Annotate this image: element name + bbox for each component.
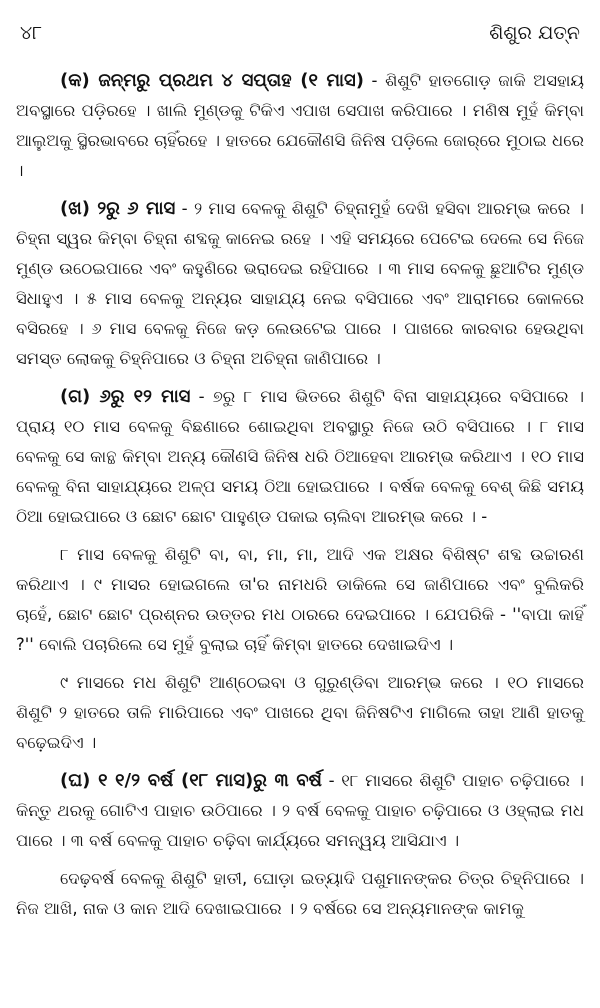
paragraph-text: ୯ ମାସରେ ମଧ ଶିଶୁଟି ଆଣ୍ଠେଇବା ଓ ଗୁରୁଣ୍ଡିବା ଆରମ୍ଭ କରେ । ୧୦ ମାସରେ ଶିଶୁଟି ୨ ହାତରେ ତାଳି ମାରିପାରେ ଏବଂ ପାଖରେ ଥିବା ଜିନିଷଟିଏ ମାଗିଲେ ତାହା ଆଣି ହାତକୁ ବଢ଼େଇଦିଏ । (16, 673, 584, 752)
paragraph-text: - ୭ରୁ ୮ ମାସ ଭିତରେ ଶିଶୁଟି ବିନା ସାହାଯ୍ୟରେ ବସିପାରେ । ପ୍ରାୟ ୧୦ ମାସ ବେଳକୁ ବିଛଣାରେ ଶୋଇଥିବା ଅବସ୍ଥାରୁ ନିଜେ ଉଠି ବସିପାରେ । ୮ ମାସ ବେଳକୁ ସେ କାନ୍ଥ କିମ୍ବା ଅନ୍ୟ କୌଣସି ଜିନିଷ ଧରି ଠିଆହେବା ଆରମ୍ଭ କରିଥାଏ । ୧୦ ମାସ ବେଳକୁ ବିନା ସାହାଯ୍ୟରେ ଅଳ୍ପ ସମୟ ଠିଆ ହୋଇପାରେ । ବର୍ଷକ ବେଳକୁ ବେଶ୍ କିଛି ସମୟ ଠିଆ ହୋଇପାରେ ଓ ଛୋଟ ଛୋଟ ପାହୁଣ୍ଡ ପକାଇ ଚାଲିବା ଆରମ୍ଭ କରେ । - (16, 387, 585, 526)
section-heading: (ଘ) ୧ ୧/୨ ବର୍ଷ (୧୮ ମାସ)ରୁ ୩ ବର୍ଷ (60, 770, 322, 791)
paragraph-text: ୮ ମାସ ବେଳକୁ ଶିଶୁଟି ବା, ବା, ମା, ମା, ଆଦି ଏକ ଅକ୍ଷର ବିଶିଷ୍ଟ ଶବ୍ଦ ଉଚ୍ଚାରଣ କରିଥାଏ । ୯ ମାସର ହୋଇଗଲେ ତା'ର ନାମଧରି ଡାକିଲେ ସେ ଜାଣିପାରେ ଏବଂ ବୁଲିକରି ଚାହେଁ, ଛୋଟ ଛୋଟ ପ୍ରଶ୍ନର ଉତ୍ତର ମଧ ଠାରରେ ଦେଇପାରେ । ଯେପରିକି - ''ବାପା କାହିଁ ?'' ବୋଲି ପଚାରିଲେ ସେ ମୁହଁ ବୁଲାଇ ଚାହିଁ କିମ୍ବା ହାତରେ ଦେଖାଇଦିଏ । (16, 545, 584, 654)
page-number: ୪୮ (20, 22, 43, 44)
paragraph-2-to-6-months (16, 194, 584, 374)
section-heading: (କ) ଜନ୍ମରୁ ପ୍ରଥମ ୪ ସପ୍ତାହ (୧ ମାସ) (60, 70, 364, 91)
paragraph-text: - ୨ ମାସ ବେଳକୁ ଶିଶୁଟି ଚିହ୍ନାମୁହଁ ଦେଖି ହସିବା ଆରମ୍ଭ କରେ । ଚିହ୍ନା ସ୍ୱର କିମ୍ବା ଚିହ୍ନା ଶବ୍ଦକୁ କାନେଇ ରହେ । ଏହି ସମୟରେ ପେଟେଇ ଦେଲେ ସେ ନିଜେ ମୁଣ୍ଡ ଉଠେଇପାରେ ଏବଂ କହୁଣିରେ ଭରାଦେଇ ରହିପାରେ । ୩ ମାସ ବେଳକୁ ଛୁଆଟିର ମୁଣ୍ଡ ସିଧାହୁଏ । ୫ ମାସ ବେଳକୁ ଅନ୍ୟର ସାହାଯ୍ୟ ନେଇ ବସିପାରେ ଏବଂ ଆରାମରେ କୋଳରେ ବସିରହେ । ୬ ମାସ ବେଳକୁ ନିଜେ କଡ଼ ଲେଉଟେଇ ପାରେ । ପାଖରେ କାରବାର ହେଉଥିବା ସମସ୍ତ ଲୋକକୁ ଚିହ୍ନିପାରେ ଓ ଚିହ୍ନା ଅଚିହ୍ନା ଜାଣିପାରେ । (16, 199, 584, 368)
paragraph-6-to-12-months (16, 382, 584, 532)
paragraph-18-months-to-3-years (16, 766, 584, 856)
running-title: ଶିଶୁର ଯତ୍ନ (489, 22, 580, 44)
paragraph-recognition (16, 864, 584, 924)
paragraph-text: ଦେଢ଼ବର୍ଷ ବେଳକୁ ଶିଶୁଟି ହାତୀ, ଘୋଡ଼ା ଇତ୍ୟାଦି ପଶୁମାନଙ୍କର ଚିତ୍ର ଚିହ୍ନିପାରେ । ନିଜ ଆଖି, ନାକ ଓ କାନ ଆଦି ଦେଖାଇପାରେ । ୨ ବର୍ଷରେ ସେ ଅନ୍ୟମାନଙ୍କ କାମକୁ (16, 869, 584, 918)
paragraph-text: - ଶିଶୁଟି ହାତଗୋଡ଼ ଜାକି ଅସହାୟ ଅବସ୍ଥାରେ ପଡ଼ିରହେ । ଖାଲି ମୁଣ୍ଡକୁ ଟିକିଏ ଏପାଖ ସେପାଖ କରିପାରେ । ମଣିଷ ମୁହଁ କିମ୍ବା ଆଲୁଅକୁ ସ୍ଥିରଭାବରେ ଚାହିଁରହେ । ହାତରେ ଯେକୌଣସି ଜିନିଷ ପଡ଼ିଲେ ଜୋର୍‌ରେ ମୁଠାଇ ଧରେ । (16, 71, 584, 180)
paragraph-crawling (16, 668, 584, 758)
section-heading: (ଗ) ୬ରୁ ୧୨ ମାସ (60, 386, 191, 407)
page-header (16, 22, 584, 44)
paragraph-newborn (16, 66, 584, 186)
paragraph-text: - ୧୮ ମାସରେ ଶିଶୁଟି ପାହାଚ ଚଢ଼ିପାରେ । କିନ୍ତୁ ଥରକୁ ଗୋଟିଏ ପାହାଚ ଉଠିପାରେ । ୨ ବର୍ଷ ବେଳକୁ ପାହାଚ ଚଢ଼ିପାରେ ଓ ଓହ୍ଲାଇ ମଧ ପାରେ । ୩ ବର୍ଷ ବେଳକୁ ପାହାଚ ଚଢ଼ିବା କାର୍ଯ୍ୟରେ ସମନ୍ୱୟ ଆସିଯାଏ । (16, 771, 584, 850)
paragraph-speech (16, 540, 584, 660)
section-heading: (ଖ) ୨ରୁ ୬ ମାସ (60, 198, 176, 219)
